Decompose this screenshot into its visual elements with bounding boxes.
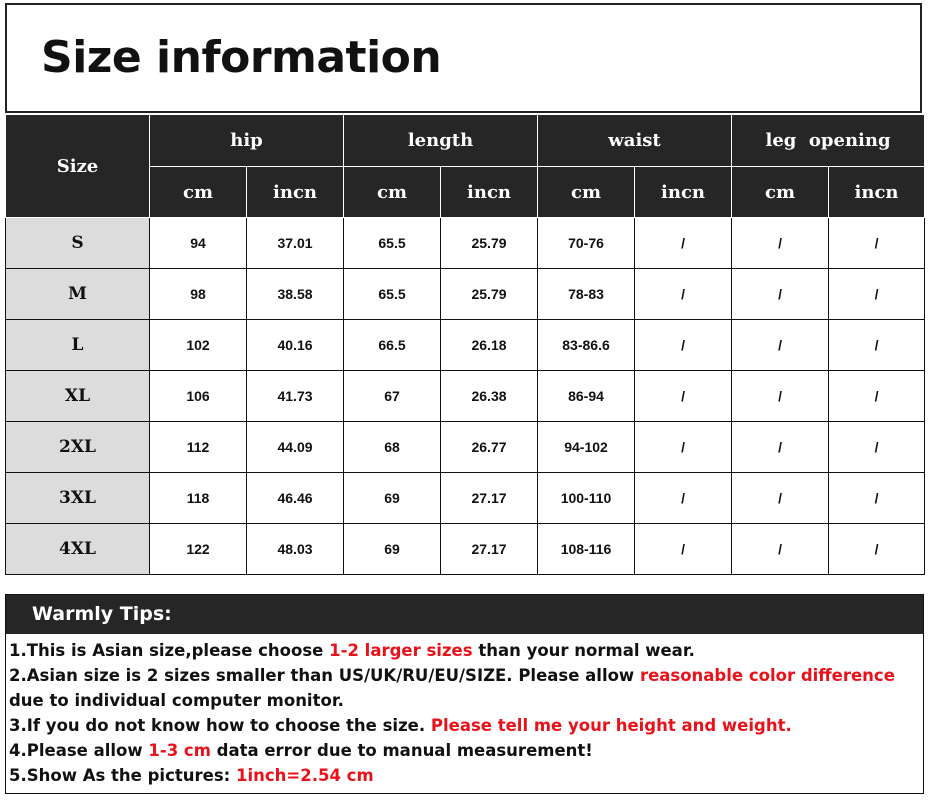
table-cell: 44.09	[247, 422, 344, 473]
table-cell: 65.5	[344, 269, 441, 320]
table-cell: 67	[344, 371, 441, 422]
table-cell: /	[635, 422, 732, 473]
table-cell: /	[829, 269, 925, 320]
table-cell: /	[635, 320, 732, 371]
table-cell: 25.79	[441, 218, 538, 269]
table-cell: 69	[344, 473, 441, 524]
table-cell: 26.18	[441, 320, 538, 371]
size-cell: XL	[6, 371, 150, 422]
table-cell: 112	[150, 422, 247, 473]
table-cell: 102	[150, 320, 247, 371]
table-cell: 94-102	[538, 422, 635, 473]
table-cell: 86-94	[538, 371, 635, 422]
unit-header: cm	[344, 167, 441, 218]
group-header-hip: hip	[150, 115, 344, 167]
table-cell: /	[732, 473, 829, 524]
table-cell: /	[635, 473, 732, 524]
tip-line	[9, 763, 919, 788]
tip-highlight: reasonable color difference	[639, 666, 895, 685]
size-cell: L	[6, 320, 150, 371]
tip-text: 3.If you do not know how to choose the size.	[9, 716, 431, 735]
tip-text: 1.This is Asian size,please choose	[9, 641, 330, 660]
table-cell: 83-86.6	[538, 320, 635, 371]
tip-text: 2.Asian size is 2 sizes smaller than US/UK/RU/EU/SIZE. Please allow	[9, 666, 640, 685]
tips-body	[6, 634, 923, 788]
tip-line	[9, 738, 919, 763]
table-row	[6, 218, 925, 269]
tips-box	[5, 594, 924, 794]
table-cell: /	[732, 320, 829, 371]
size-cell: 3XL	[6, 473, 150, 524]
unit-header: incn	[441, 167, 538, 218]
title-box	[5, 3, 922, 113]
unit-header: incn	[635, 167, 732, 218]
tip-text: 5.Show As the pictures:	[9, 766, 236, 785]
size-header: Size	[6, 115, 150, 218]
table-cell: 27.17	[441, 524, 538, 575]
tip-text: due to individual computer monitor.	[9, 691, 344, 710]
size-cell: 4XL	[6, 524, 150, 575]
tip-line	[9, 638, 919, 663]
table-cell: /	[829, 473, 925, 524]
tip-text: 4.Please allow	[9, 741, 149, 760]
unit-header: incn	[247, 167, 344, 218]
table-cell: /	[732, 422, 829, 473]
table-cell: 118	[150, 473, 247, 524]
tip-highlight: Please tell me your height and weight.	[430, 716, 792, 735]
tip-text: than your normal wear.	[472, 641, 695, 660]
group-header-waist: waist	[538, 115, 732, 167]
table-cell: /	[732, 524, 829, 575]
table-cell: 25.79	[441, 269, 538, 320]
tip-highlight: 1-2 larger sizes	[329, 641, 473, 660]
unit-header: cm	[538, 167, 635, 218]
group-header-leg-opening: leg opening	[732, 115, 925, 167]
table-cell: /	[829, 524, 925, 575]
unit-header: incn	[829, 167, 925, 218]
table-row	[6, 320, 925, 371]
table-cell: 65.5	[344, 218, 441, 269]
unit-header: cm	[732, 167, 829, 218]
table-cell: /	[635, 269, 732, 320]
table-row	[6, 422, 925, 473]
table-cell: 26.77	[441, 422, 538, 473]
table-cell: /	[829, 320, 925, 371]
size-cell: 2XL	[6, 422, 150, 473]
table-cell: 37.01	[247, 218, 344, 269]
table-cell: 66.5	[344, 320, 441, 371]
tip-line	[9, 663, 919, 713]
table-cell: 26.38	[441, 371, 538, 422]
table-cell: 38.58	[247, 269, 344, 320]
table-cell: 78-83	[538, 269, 635, 320]
table-cell: 94	[150, 218, 247, 269]
table-cell: /	[829, 218, 925, 269]
table-cell: 122	[150, 524, 247, 575]
table-cell: 48.03	[247, 524, 344, 575]
table-row	[6, 269, 925, 320]
tip-highlight: 1-3 cm	[148, 741, 211, 760]
table-cell: 27.17	[441, 473, 538, 524]
table-row	[6, 473, 925, 524]
table-cell: /	[635, 218, 732, 269]
size-table	[5, 114, 925, 575]
table-row	[6, 524, 925, 575]
table-cell: 46.46	[247, 473, 344, 524]
table-cell: /	[732, 371, 829, 422]
unit-header: cm	[150, 167, 247, 218]
page-title: Size information	[41, 32, 442, 83]
table-cell: 106	[150, 371, 247, 422]
size-cell: M	[6, 269, 150, 320]
table-cell: /	[829, 422, 925, 473]
tip-text: data error due to manual measurement!	[210, 741, 593, 760]
table-cell: /	[635, 524, 732, 575]
table-cell: /	[732, 269, 829, 320]
table-cell: /	[635, 371, 732, 422]
table-cell: 98	[150, 269, 247, 320]
group-header-length: length	[344, 115, 538, 167]
table-cell: /	[732, 218, 829, 269]
table-cell: 70-76	[538, 218, 635, 269]
tip-line	[9, 713, 919, 738]
table-cell: 100-110	[538, 473, 635, 524]
table-cell: 69	[344, 524, 441, 575]
table-cell: 40.16	[247, 320, 344, 371]
tip-highlight: 1inch=2.54 cm	[235, 766, 374, 785]
tips-heading: Warmly Tips:	[6, 595, 923, 634]
size-cell: S	[6, 218, 150, 269]
table-row	[6, 371, 925, 422]
table-cell: 108-116	[538, 524, 635, 575]
table-cell: /	[829, 371, 925, 422]
table-cell: 68	[344, 422, 441, 473]
table-cell: 41.73	[247, 371, 344, 422]
